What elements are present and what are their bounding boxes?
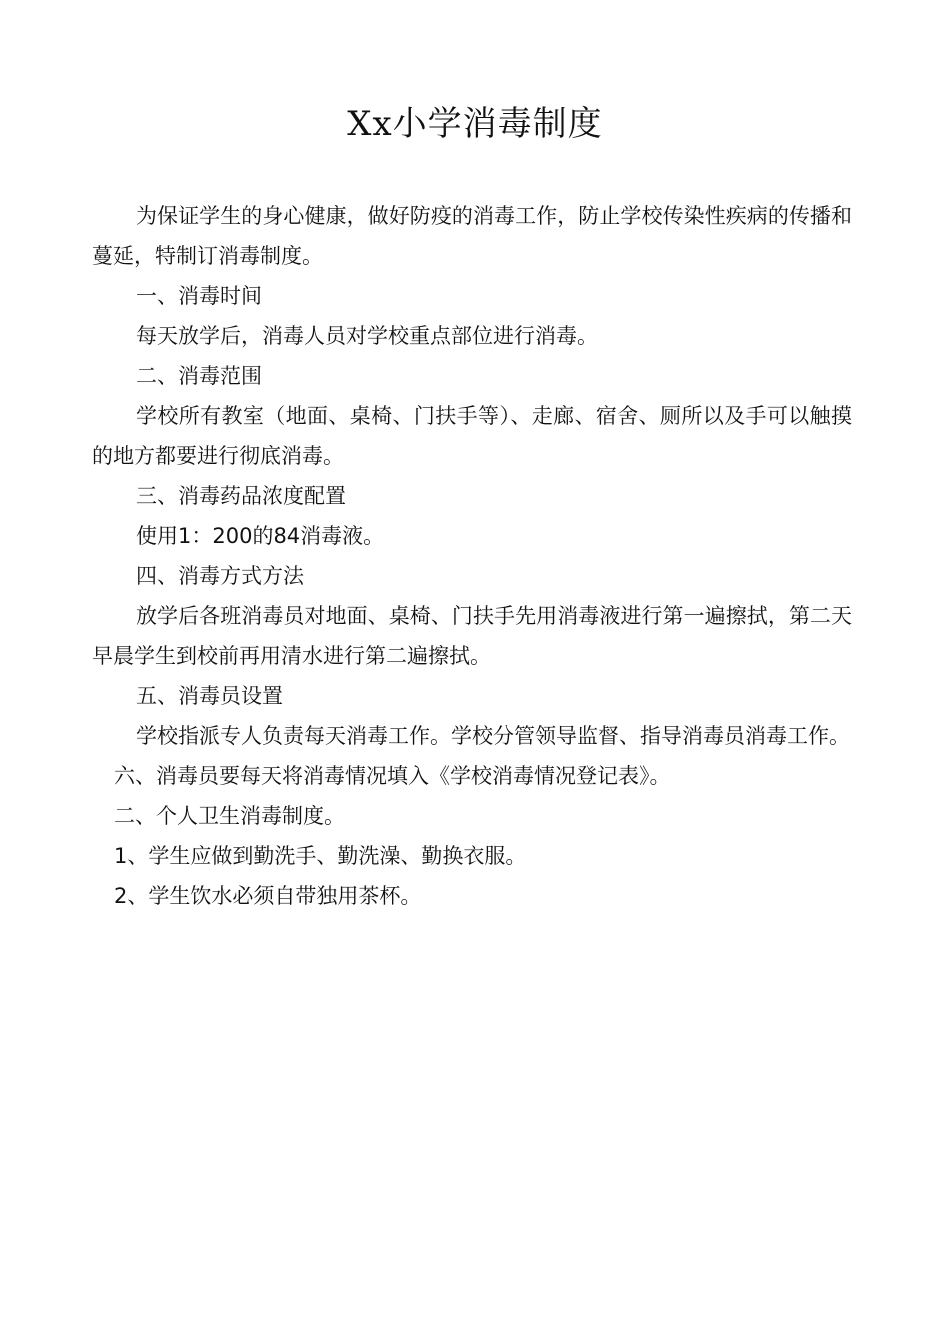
hygiene-rule-2: 2、学生饮水必须自带独用茶杯。 — [114, 884, 422, 908]
hygiene-rule-1: 1、学生应做到勤洗手、勤洗澡、勤换衣服。 — [114, 844, 527, 868]
intro-paragraph: 为保证学生的身心健康，做好防疫的消毒工作，防止学校传染性疾病的传播和蔓延，特制订消毒制度。 — [92, 204, 852, 268]
section-heading-method: 四、消毒方式方法 — [136, 564, 304, 588]
section-record-log: 六、消毒员要每天将消毒情况填入《学校消毒情况登记表》。 — [114, 764, 671, 788]
section-heading-concentration: 三、消毒药品浓度配置 — [136, 484, 346, 508]
section-text-time: 每天放学后，消毒人员对学校重点部位进行消毒。 — [136, 324, 598, 348]
section-heading-personal-hygiene: 二、个人卫生消毒制度。 — [114, 804, 345, 828]
section-heading-time: 一、消毒时间 — [136, 284, 262, 308]
document-title: Xx小学消毒制度 — [347, 104, 603, 144]
section-heading-staff: 五、消毒员设置 — [136, 684, 283, 708]
section-heading-scope: 二、消毒范围 — [136, 364, 262, 388]
document-body — [92, 196, 852, 916]
section-text-concentration: 使用1：200的84消毒液。 — [136, 524, 385, 548]
section-text-staff: 学校指派专人负责每天消毒工作。学校分管领导监督、指导消毒员消毒工作。 — [136, 724, 850, 748]
section-text-method: 放学后各班消毒员对地面、桌椅、门扶手先用消毒液进行第一遍擦拭，第二天早晨学生到校前再用清水进行第二遍擦拭。 — [92, 604, 852, 668]
section-text-scope: 学校所有教室（地面、桌椅、门扶手等）、走廊、宿舍、厕所以及手可以触摸的地方都要进行彻底消毒。 — [92, 404, 852, 468]
